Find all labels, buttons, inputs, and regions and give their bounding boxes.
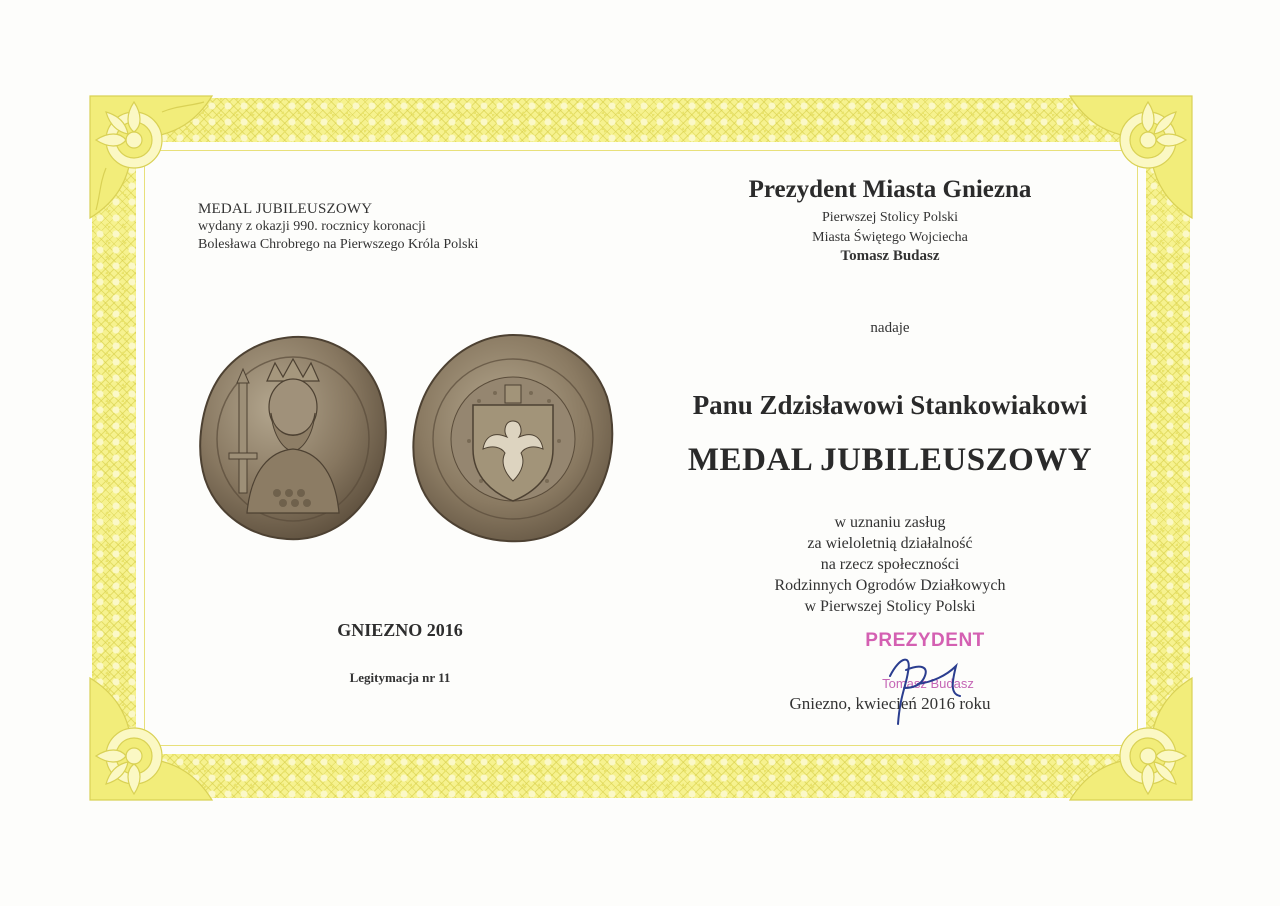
frame-band-bottom [92, 754, 1190, 798]
medal-description [198, 200, 528, 254]
award-reason-line: w Pierwszej Stolicy Polski [804, 598, 976, 615]
issuer-subtitle: Miasta Świętego Wojciecha [812, 230, 968, 245]
medal-description-line: wydany z okazji 990. rocznicy koronacji [198, 219, 426, 234]
issue-date: Gniezno, kwiecień 2016 roku [789, 694, 991, 713]
award-reason [640, 512, 1140, 617]
issue-place-year: GNIEZNO 2016 [337, 620, 463, 640]
corner-ornament-top-left [86, 92, 216, 222]
award-reason-line: Rodzinnych Ogrodów Działkowych [774, 577, 1006, 594]
frame-band-top [92, 98, 1190, 142]
stamp-title: PREZYDENT [865, 630, 985, 651]
medal-description-line: Bolesława Chrobrego na Pierwszego Króla Polski [198, 237, 479, 252]
corner-ornament-bottom-left [86, 674, 216, 804]
legitimation-number: Legitymacja nr 11 [349, 670, 451, 685]
handwritten-signature [860, 636, 980, 736]
medal-description-title: MEDAL JUBILEUSZOWY [198, 201, 373, 217]
recipient-name: Panu Zdzisławowi Stankowiakowi [692, 390, 1088, 420]
medal-reverse-image [409, 331, 615, 545]
award-reason-line: na rzecz społeczności [820, 556, 960, 573]
issuer-subtitle: Pierwszej Stolicy Polski [821, 210, 959, 225]
award-reason-line: za wieloletnią działalność [807, 535, 973, 552]
award-title: MEDAL JUBILEUSZOWY [687, 442, 1093, 478]
stamp-name: Tomasz Budasz [882, 676, 974, 691]
issuer-title: Prezydent Miasta Gniezna [748, 176, 1032, 203]
award-reason-line: w uznaniu zasług [834, 514, 946, 531]
issuer-name: Tomasz Budasz [840, 248, 940, 264]
medal-obverse-image [197, 333, 389, 543]
award-verb: nadaje [870, 320, 910, 336]
